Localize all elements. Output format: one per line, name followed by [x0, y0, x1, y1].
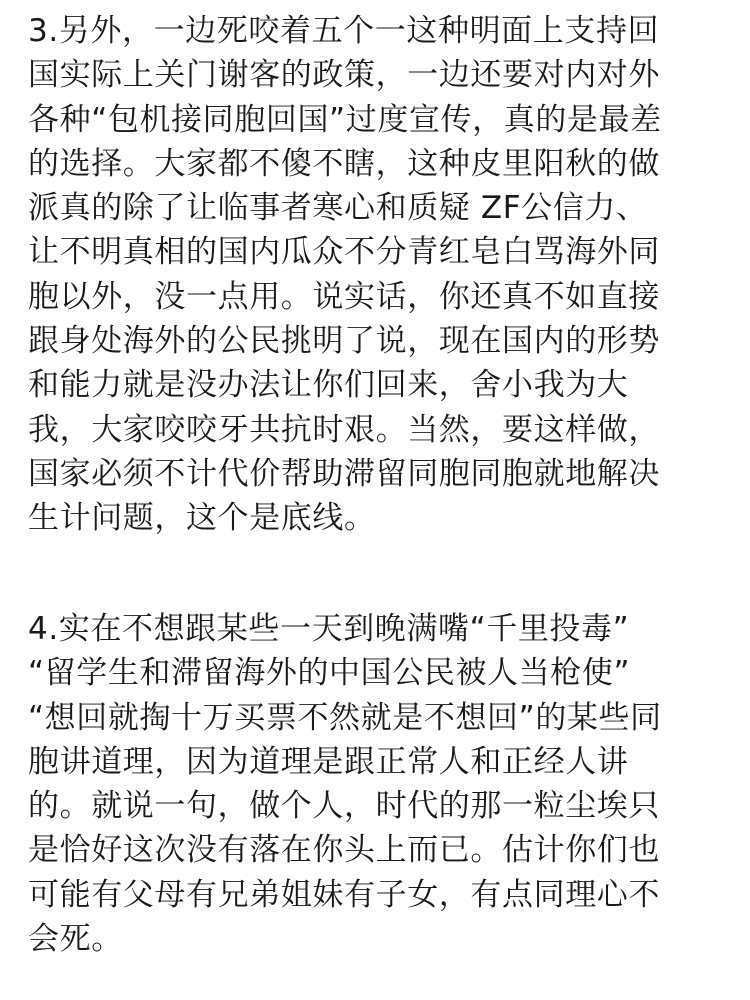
text-line: 跟身处海外的公民挑明了说，现在国内的形势 — [28, 323, 660, 360]
text-line: “留学生和滞留海外的中国公民被人当枪使” — [28, 655, 631, 692]
text-line: 的选择。大家都不傻不瞎，这种皮里阳秋的做 — [28, 145, 660, 182]
text-line: “想回就掏十万买票不然就是不想回”的某些同 — [28, 699, 662, 736]
text-line: 是恰好这次没有落在你头上而已。估计你们也 — [28, 832, 660, 869]
text-line: 胞讲道理，因为道理是跟正常人和正经人讲 — [28, 743, 629, 780]
paragraph-4 — [28, 607, 662, 961]
text-line: 生计问题，这个是底线。 — [28, 500, 376, 537]
text-line: 和能力就是没办法让你们回来，舍小我为大 — [28, 367, 629, 404]
paragraph-3 — [28, 9, 662, 541]
text-line: 我，大家咬咬牙共抗时艰。当然，要这样做， — [28, 411, 660, 448]
text-line: 4.实在不想跟某些一天到晚满嘴“千里投毒” — [28, 611, 630, 647]
text-line: 会死。 — [28, 921, 123, 958]
text-line: 派真的除了让临事者寒心和质疑 ZF公信力、 — [28, 190, 648, 227]
text-line: 的。就说一句，做个人，时代的那一粒尘埃只 — [28, 788, 660, 825]
text-line: 国家必须不计代价帮助滞留同胞同胞就地解决 — [28, 455, 660, 492]
text-line: 胞以外，没一点用。说实话，你还真不如直接 — [28, 278, 660, 315]
text-line: 各种“包机接同胞回国”过度宣传，真的是最差 — [28, 101, 662, 138]
text-line: 3.另外，一边死咬着五个一这种明面上支持回 — [28, 13, 660, 49]
text-line: 让不明真相的国内瓜众不分青红皂白骂海外同 — [28, 234, 660, 271]
text-line: 可能有父母有兄弟姐妹有子女，有点同理心不 — [28, 876, 660, 913]
text-line: 国实际上关门谢客的政策，一边还要对内对外 — [28, 57, 660, 94]
